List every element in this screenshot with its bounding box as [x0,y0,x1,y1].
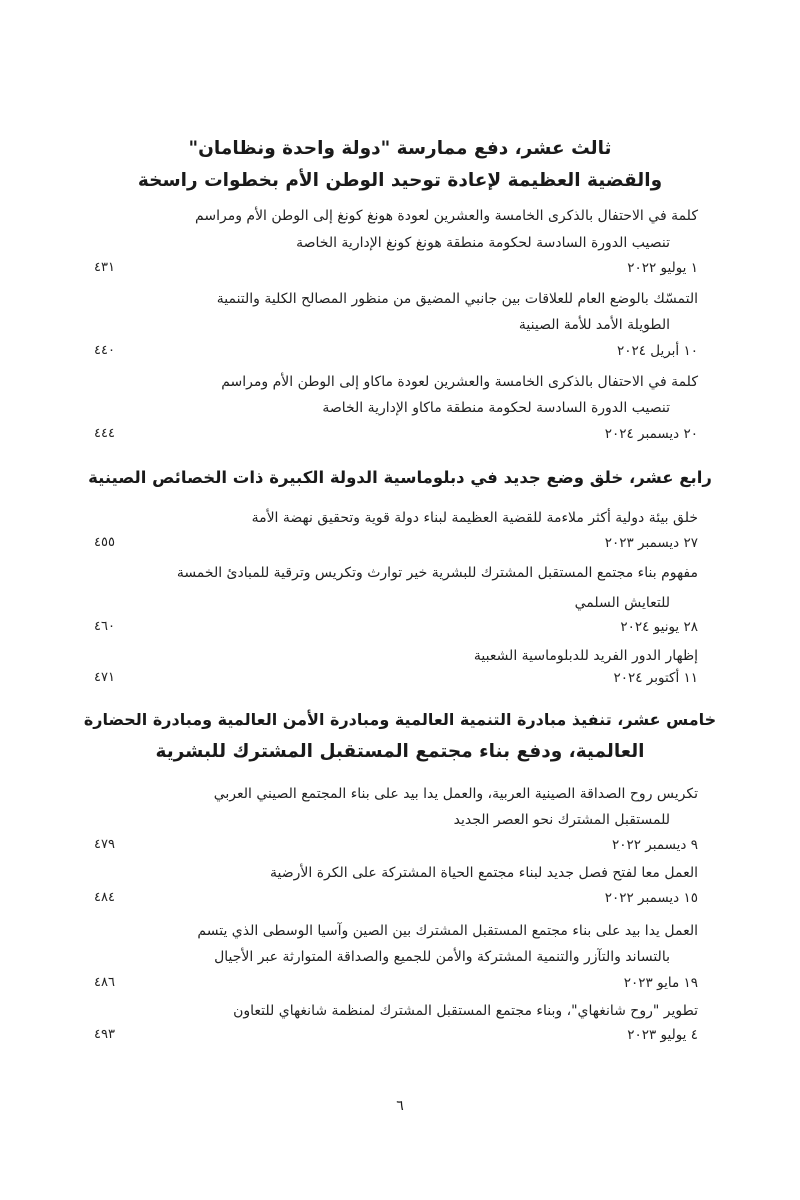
page-number: ٦ [396,1098,404,1114]
section-heading-13 [80,133,720,197]
entry-date: ٩ ديسمبر ٢٠٢٢ [611,837,698,853]
entry-title-line: للتعايش السلمي [574,595,670,611]
section-heading-line: والقضية العظيمة لإعادة توحيد الوطن الأم بخطوات راسخة [137,170,663,191]
entry-title-line: إظهار الدور الفريد للدبلوماسية الشعبية [473,648,698,664]
entry-title-line: العمل معا لفتح فصل جديد لبناء مجتمع الحياة المشتركة على الكرة الأرضية [270,865,698,881]
entry-page-number: ٤٣١ [94,260,115,275]
entry-title-line: خلق بيئة دولية أكثر ملاءمة للقضية العظيمة لبناء دولة قوية وتحقيق نهضة الأمة [251,510,698,526]
entry-page-number: ٤٩٣ [94,1027,115,1042]
entry-title-line: تطوير "روح شانغهاي"، وبناء مجتمع المستقبل المشترك لمنظمة شانغهاي للتعاون [233,1003,698,1019]
entry-title-line: تنصيب الدورة السادسة لحكومة منطقة ماكاو الإدارية الخاصة [322,400,670,416]
toc-entry[interactable] [94,289,698,361]
section-heading-14 [80,462,720,494]
entry-title-line: تنصيب الدورة السادسة لحكومة منطقة هونغ كونغ الإدارية الخاصة [296,235,670,251]
entry-page-number: ٤٨٤ [94,890,115,905]
entry-title-line: كلمة في الاحتفال بالذكرى الخامسة والعشرين لعودة ماكاو إلى الوطن الأم ومراسم [221,374,698,390]
section-heading-line: ثالث عشر، دفع ممارسة "دولة واحدة ونظامان" [188,138,612,159]
toc-entry[interactable] [94,921,698,993]
entry-page-number: ٤٦٠ [94,619,115,634]
toc-entry[interactable] [94,206,698,278]
entry-date: ١٩ مايو ٢٠٢٣ [623,975,698,991]
entry-title-line: بالتساند والتآزر والتنمية المشتركة والأمن للجميع والصداقة المتوارثة عبر الأجيال [214,949,670,965]
entry-title-line: التمسّك بالوضع العام للعلاقات بين جانبي المضيق من منظور المصالح الكلية والتنمية [216,291,698,307]
entry-date: ١٠ أبريل ٢٠٢٤ [616,343,698,359]
entry-page-number: ٤٤٠ [94,343,115,358]
entry-title-line: تكريس روح الصداقة الصينية العربية، والعمل يدا بيد على بناء المجتمع الصيني العربي [213,786,698,802]
section-heading-line: خامس عشر، تنفيذ مبادرة التنمية العالمية ومبادرة الأمن العالمية ومبادرة الحضارة [83,710,717,729]
entry-date: ١ يوليو ٢٠٢٢ [627,260,698,276]
toc-entry[interactable] [94,863,698,909]
entry-title-line: مفهوم بناء مجتمع المستقبل المشترك للبشرية خير توارث وتكريس وترقية للمبادئ الخمسة [176,565,698,581]
toc-entry[interactable] [94,1001,698,1047]
entry-title-line: للمستقبل المشترك نحو العصر الجديد [453,812,670,828]
section-heading-line: العالمية، ودفع بناء مجتمع المستقبل المشترك للبشرية [155,741,645,762]
entry-date: ١٥ ديسمبر ٢٠٢٢ [604,890,698,906]
toc-entry[interactable] [94,646,698,692]
entry-date: ٤ يوليو ٢٠٢٣ [627,1027,698,1043]
entry-page-number: ٤٤٤ [94,426,115,441]
entry-title-line: العمل يدا بيد على بناء مجتمع المستقبل المشترك بين الصين وآسيا الوسطى الذي يتسم [197,923,698,939]
entry-date: ١١ أكتوبر ٢٠٢٤ [613,670,698,686]
entry-page-number: ٤٧٩ [94,837,115,852]
entry-title-line: الطويلة الأمد للأمة الصينية [518,317,670,333]
entry-page-number: ٤٧١ [94,670,115,685]
section-heading-15 [80,704,720,768]
toc-entry[interactable] [94,372,698,444]
entry-page-number: ٤٨٦ [94,975,115,990]
entry-page-number: ٤٥٥ [94,535,115,550]
section-heading-line: رابع عشر، خلق وضع جديد في دبلوماسية الدولة الكبيرة ذات الخصائص الصينية [88,468,712,487]
entry-date: ٢٨ يونيو ٢٠٢٤ [620,619,698,635]
entry-date: ٢٧ ديسمبر ٢٠٢٣ [604,535,698,551]
entry-title-line: كلمة في الاحتفال بالذكرى الخامسة والعشرين لعودة هونغ كونغ إلى الوطن الأم ومراسم [195,208,698,224]
entry-date: ٢٠ ديسمبر ٢٠٢٤ [604,426,698,442]
toc-entry[interactable] [94,508,698,554]
toc-entry[interactable] [94,784,698,856]
toc-entry[interactable] [94,563,698,635]
